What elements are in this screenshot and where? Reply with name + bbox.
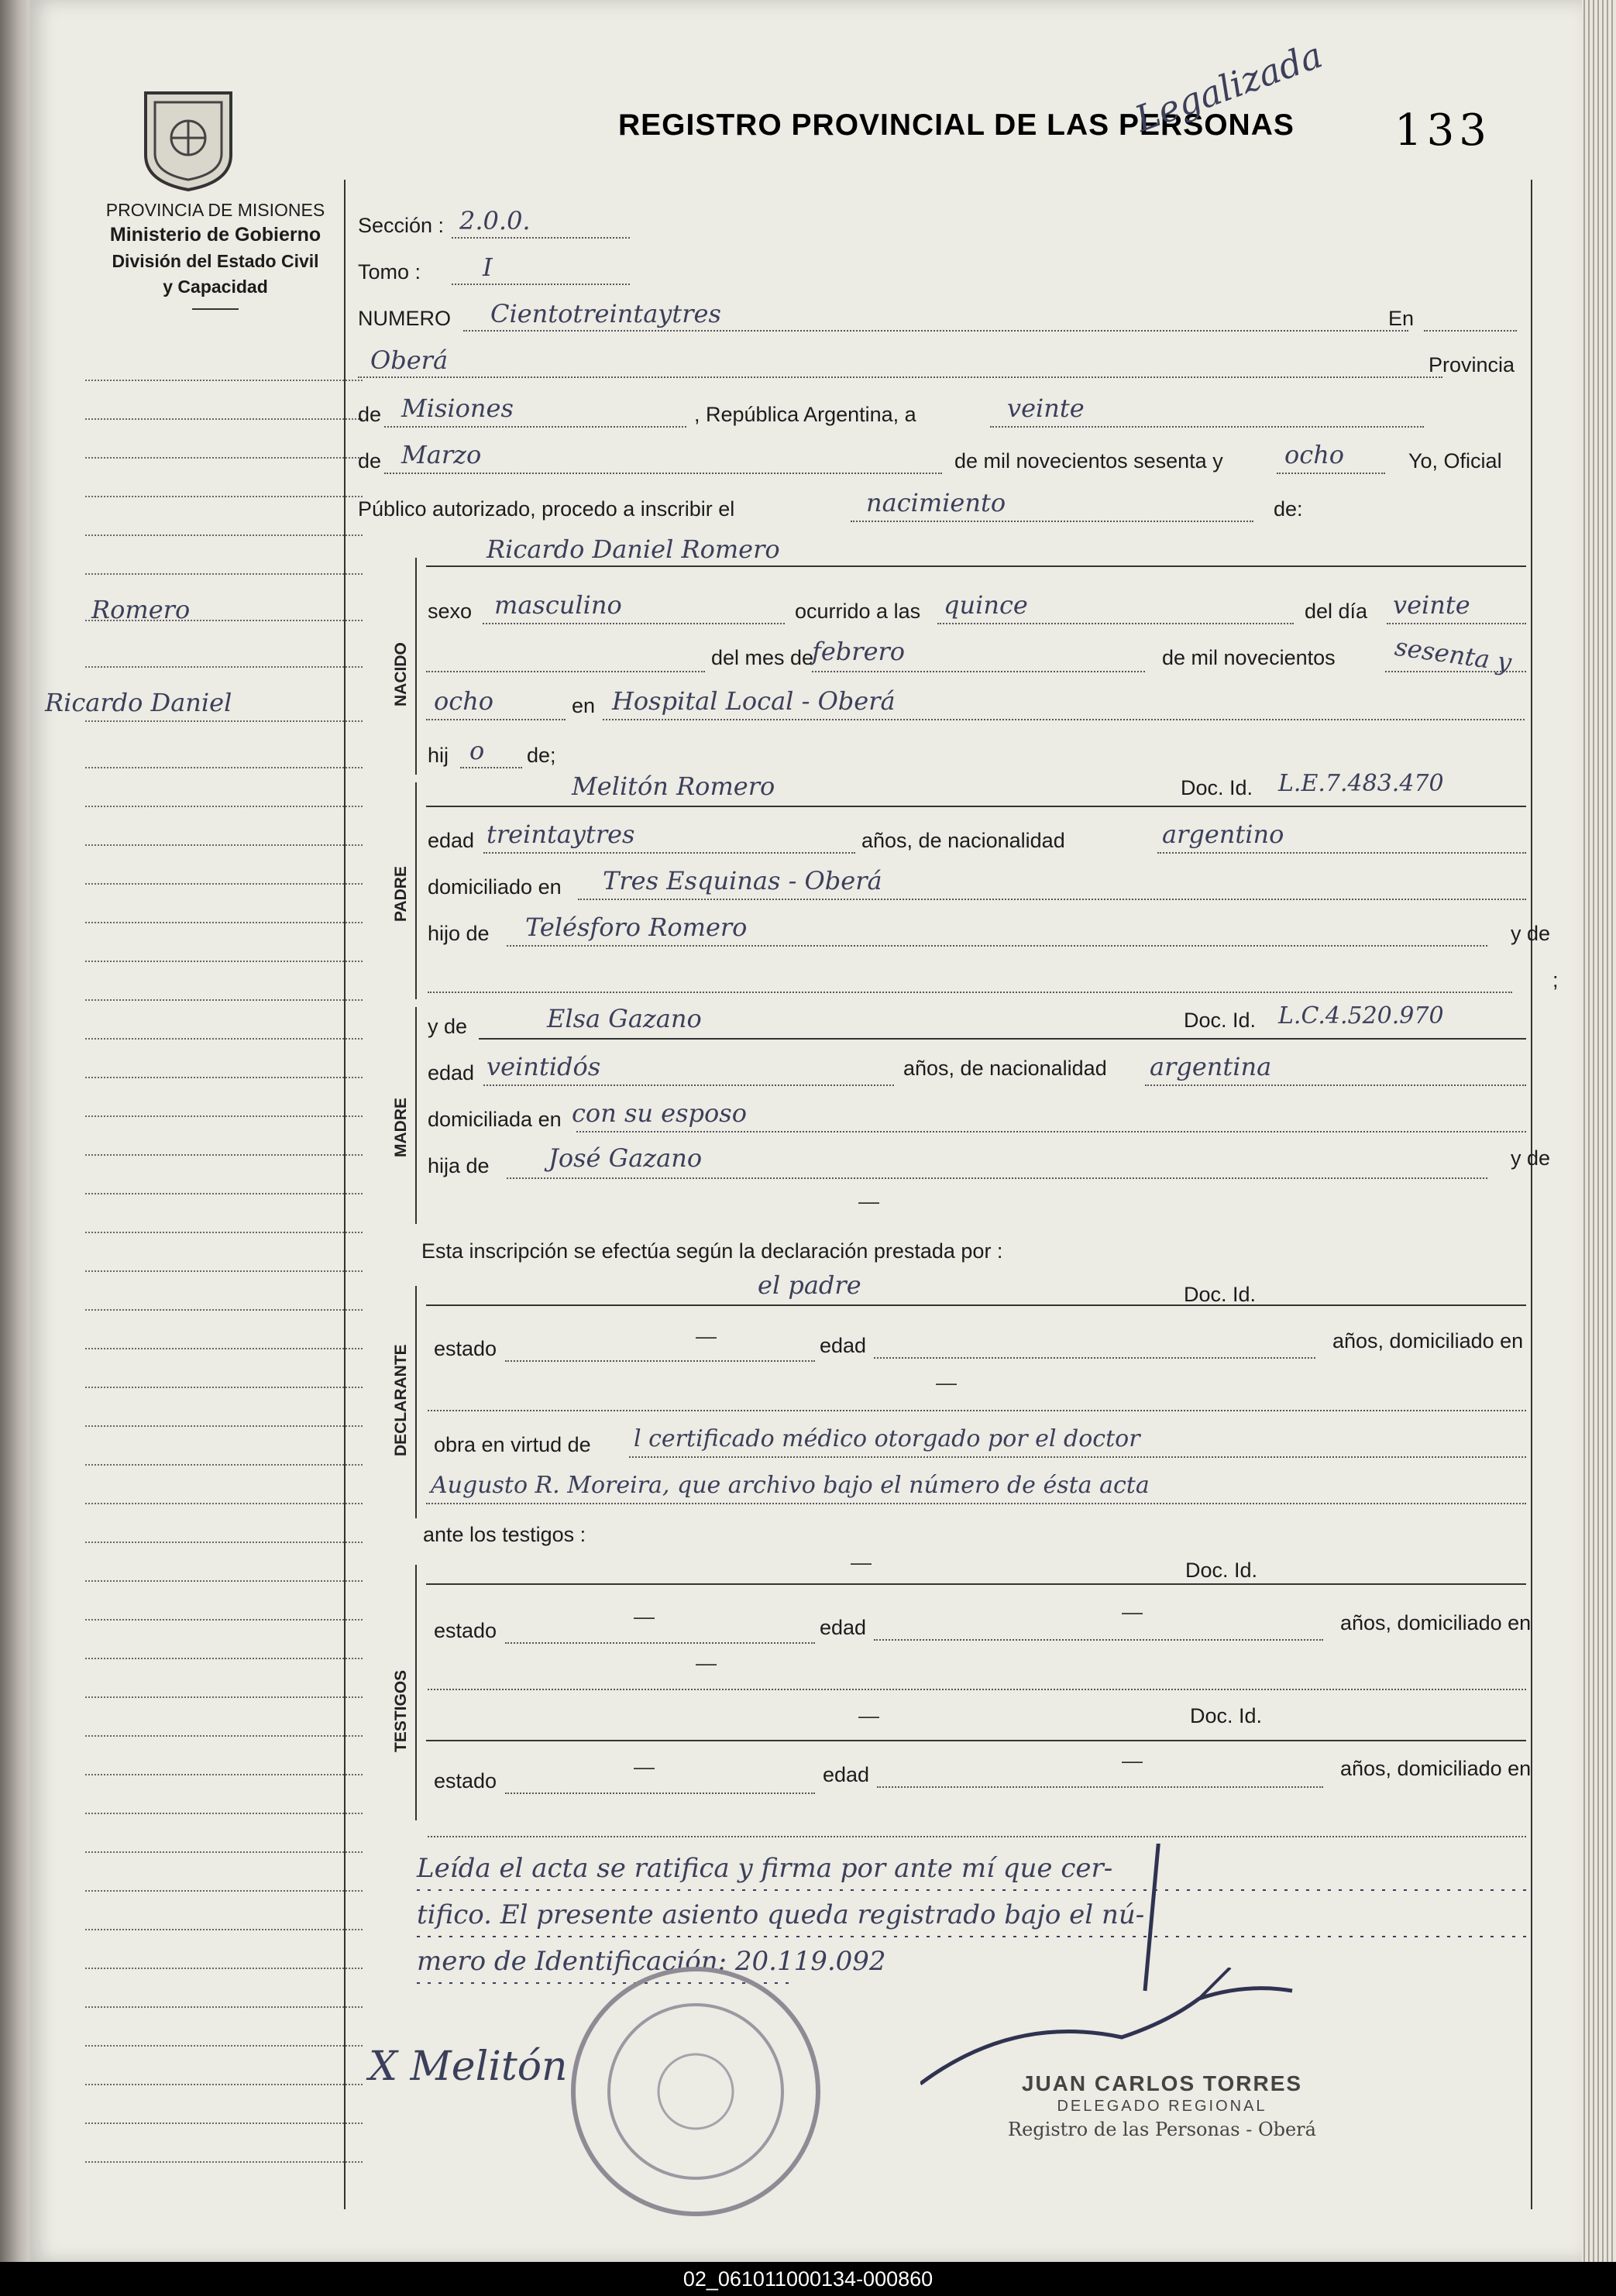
testigos-bracket bbox=[415, 1565, 417, 1820]
provincial-seal-icon bbox=[138, 85, 239, 194]
tomo-label: Tomo : bbox=[358, 260, 421, 284]
obra-value-2: Augusto R. Moreira, que archivo bajo el número de ésta acta bbox=[431, 1472, 1150, 1499]
madre-hija-label: hija de bbox=[428, 1154, 490, 1177]
margin-annotation: Legalizada bbox=[1129, 33, 1328, 140]
madre-nac-field bbox=[1145, 1084, 1526, 1086]
padre-doc-label: Doc. Id. bbox=[1181, 776, 1253, 799]
form-left-border bbox=[344, 180, 346, 2209]
official-title: DELEGADO REGIONAL bbox=[1057, 2098, 1267, 2115]
padre-edad-field bbox=[483, 852, 855, 854]
folio-number: 133 bbox=[1394, 105, 1491, 156]
register-page bbox=[29, 0, 1582, 2262]
testigo1-estado-dash: — bbox=[634, 1605, 655, 1628]
nacido-bracket bbox=[415, 558, 417, 775]
division-name: División del Estado Civil bbox=[112, 251, 319, 271]
madre-anos-label: años, de nacionalidad bbox=[903, 1057, 1107, 1080]
declarante-doc-label: Doc. Id. bbox=[1184, 1283, 1257, 1306]
madre-bracket bbox=[415, 1007, 417, 1224]
madre-side-label: MADRE bbox=[392, 1098, 410, 1157]
declarant-signature: X Melitón bbox=[369, 2043, 568, 2090]
padre-hijo-value: Telésforo Romero bbox=[525, 913, 748, 942]
declarante-dom-value: — bbox=[936, 1371, 957, 1394]
seccion-field bbox=[452, 237, 630, 239]
place-value: Oberá bbox=[370, 345, 449, 375]
provincia-label: Provincia bbox=[1429, 353, 1515, 376]
birth-month-value: febrero bbox=[812, 637, 906, 666]
numero-label: NUMERO bbox=[358, 307, 451, 330]
nacido-side-label: NACIDO bbox=[392, 642, 410, 706]
testigo2-edad-label: edad bbox=[823, 1763, 870, 1786]
testigo1-estado-label: estado bbox=[434, 1619, 497, 1642]
day-field bbox=[990, 426, 1424, 428]
birth-year2-value: ocho bbox=[434, 686, 494, 716]
closing-line-2: tifico. El presente asiento queda registrado bajo el nú- bbox=[417, 1899, 1145, 1930]
madre-doc-value: L.C.4.520.970 bbox=[1278, 1002, 1444, 1029]
hour-field bbox=[937, 623, 1294, 624]
republica-label: , República Argentina, a bbox=[694, 403, 916, 426]
padre-dom-value: Tres Esquinas - Oberá bbox=[603, 866, 882, 895]
testigo2-line bbox=[426, 1740, 1526, 1741]
sexo-field bbox=[483, 623, 785, 624]
madre-doc-label: Doc. Id. bbox=[1184, 1009, 1257, 1032]
birth-day-value: veinte bbox=[1393, 590, 1470, 620]
tomo-field bbox=[452, 284, 630, 285]
day-value: veinte bbox=[1007, 394, 1085, 423]
madre-dash: — bbox=[858, 1190, 879, 1213]
province-value: Misiones bbox=[401, 394, 514, 423]
declarante-estado-field bbox=[505, 1360, 815, 1362]
month-field bbox=[384, 473, 942, 474]
madre-dom-value: con su esposo bbox=[572, 1098, 747, 1128]
testigo1-estado-field bbox=[505, 1642, 815, 1644]
madre-edad-label: edad bbox=[428, 1061, 475, 1084]
year-field bbox=[1277, 473, 1385, 474]
birth-place-value: Hospital Local - Oberá bbox=[612, 686, 896, 716]
file-id-footer: 02_061011000134-000860 bbox=[0, 2262, 1616, 2296]
page-stack-edge bbox=[1580, 0, 1616, 2262]
madre-name-line bbox=[479, 1038, 1526, 1040]
division-name-cont: y Capacidad bbox=[163, 277, 268, 297]
testigo1-doc-label: Doc. Id. bbox=[1185, 1559, 1258, 1582]
obra-field-2 bbox=[426, 1503, 1526, 1504]
padre-nac-value: argentino bbox=[1162, 820, 1284, 849]
testigo2-doc-label: Doc. Id. bbox=[1190, 1704, 1263, 1727]
short-divider bbox=[192, 308, 239, 310]
birth-year-value: sesenta y bbox=[1393, 631, 1514, 678]
mes-pre-field bbox=[426, 671, 705, 672]
testigo2-anos-label: años, domiciliado en bbox=[1340, 1757, 1532, 1780]
testigo1-edad-label: edad bbox=[820, 1616, 867, 1639]
testigo1-anos-label: años, domiciliado en bbox=[1340, 1611, 1532, 1634]
declarante-line bbox=[426, 1304, 1526, 1306]
seccion-label: Sección : bbox=[358, 214, 445, 237]
nacido-name-value: Ricardo Daniel Romero bbox=[487, 534, 780, 564]
declarante-estado-value: — bbox=[696, 1325, 717, 1348]
declaracion-label: Esta inscripción se efectúa según la declaración prestada por : bbox=[421, 1239, 1003, 1263]
en-place-label: en bbox=[572, 694, 596, 717]
madre-yde2-label: y de bbox=[1511, 1146, 1551, 1170]
madre-hija-field bbox=[507, 1177, 1487, 1179]
en-label: En bbox=[1388, 307, 1415, 330]
testigo2-name-dash: — bbox=[858, 1704, 879, 1727]
padre-hijo-label: hijo de bbox=[428, 922, 490, 945]
madre-hija-value: José Gazano bbox=[548, 1143, 703, 1173]
mes-label: del mes de bbox=[711, 646, 814, 669]
madre-edad-value: veintidós bbox=[487, 1052, 601, 1081]
closing-line-3: mero de Identificación: 20.119.092 bbox=[417, 1946, 886, 1977]
official-seal-stamp bbox=[564, 1960, 827, 2223]
testigo1-edad-dash: — bbox=[1122, 1600, 1143, 1624]
padre-name-value: Melitón Romero bbox=[572, 772, 775, 801]
padre-bracket bbox=[415, 782, 417, 999]
numero-value: Cientotreintaytres bbox=[490, 299, 721, 328]
en-field bbox=[1424, 330, 1517, 332]
month-value: Marzo bbox=[401, 440, 482, 469]
hijo-suffix-value: o bbox=[469, 736, 485, 765]
declarante-bracket bbox=[415, 1286, 417, 1518]
birth-day-field bbox=[1387, 623, 1526, 624]
declarante-dom-field bbox=[428, 1410, 1526, 1411]
declarante-value: el padre bbox=[758, 1270, 861, 1300]
padre-dom-field bbox=[578, 899, 1526, 900]
province-name: PROVINCIA DE MISIONES bbox=[105, 200, 325, 220]
obra-label: obra en virtud de bbox=[434, 1433, 591, 1456]
birth-year2-field bbox=[426, 719, 566, 720]
padre-nac-field bbox=[1157, 852, 1526, 854]
de-label: de bbox=[358, 403, 382, 426]
closing-line-1: Leída el acta se ratifica y firma por ante mí que cer- bbox=[417, 1853, 1113, 1884]
birth-month-field bbox=[812, 671, 1145, 672]
yo-label: Yo, Oficial bbox=[1408, 449, 1502, 473]
tomo-value: I bbox=[483, 253, 493, 282]
official-office: Registro de las Personas - Oberá bbox=[1008, 2119, 1316, 2140]
testigo2-estado-field bbox=[505, 1792, 815, 1794]
testigo2-dom-field bbox=[428, 1836, 1526, 1837]
madre-edad-field bbox=[483, 1084, 894, 1086]
padre-yde-field bbox=[428, 992, 1512, 993]
testigos-side-label: TESTIGOS bbox=[392, 1669, 410, 1752]
padre-yde-label: y de bbox=[1511, 922, 1551, 945]
issuing-authority-block bbox=[53, 200, 378, 310]
testigo1-name-dash: — bbox=[851, 1551, 872, 1574]
madre-name-value: Elsa Gazano bbox=[547, 1004, 702, 1033]
padre-doc-value: L.E.7.483.470 bbox=[1278, 770, 1444, 797]
official-name: JUAN CARLOS TORRES bbox=[1021, 2071, 1303, 2095]
declarante-estado-label: estado bbox=[434, 1337, 497, 1360]
margin-surname: Romero bbox=[91, 595, 191, 624]
madre-yde-label: y de bbox=[428, 1015, 468, 1038]
ocurrido-label: ocurrido a las bbox=[795, 600, 921, 623]
numero-field bbox=[463, 330, 1408, 332]
hijo-label: hij bbox=[428, 744, 449, 767]
obra-value: l certificado médico otorgado por el doctor bbox=[634, 1425, 1140, 1452]
birth-place-field bbox=[603, 719, 1525, 720]
hijo-suffix-field bbox=[460, 767, 522, 768]
madre-dom-label: domiciliada en bbox=[428, 1108, 562, 1131]
sexo-value: masculino bbox=[494, 590, 622, 620]
padre-name-line bbox=[426, 806, 1526, 807]
sexo-label: sexo bbox=[428, 600, 473, 623]
testigo1-line bbox=[426, 1583, 1526, 1585]
testigos-intro-label: ante los testigos : bbox=[423, 1523, 586, 1546]
padre-side-label: PADRE bbox=[392, 866, 410, 922]
seccion-value: 2.0.0. bbox=[459, 206, 531, 235]
testigo1-dom-dash: — bbox=[696, 1652, 717, 1675]
de2-label: de: bbox=[1274, 497, 1303, 521]
margin-given-names: Ricardo Daniel bbox=[45, 688, 232, 717]
act-value: nacimiento bbox=[866, 488, 1006, 517]
padre-semicolon: ; bbox=[1552, 968, 1559, 992]
testigo2-estado-dash: — bbox=[634, 1755, 655, 1779]
padre-anos-label: años, de nacionalidad bbox=[861, 829, 1065, 852]
book-spine bbox=[0, 0, 31, 2262]
publico-label: Público autorizado, procedo a inscribir el bbox=[358, 497, 735, 521]
hour-value: quince bbox=[944, 590, 1028, 620]
mil-label: de mil novecientos sesenta y bbox=[954, 449, 1223, 473]
page-title: REGISTRO PROVINCIAL DE LAS PERSONAS bbox=[618, 108, 1295, 142]
padre-hijo-field bbox=[507, 945, 1487, 947]
year-value: ocho bbox=[1284, 440, 1345, 469]
mil-novecientos-label: de mil novecientos bbox=[1162, 646, 1336, 669]
declarante-side-label: DECLARANTE bbox=[392, 1344, 410, 1456]
madre-dom-field bbox=[576, 1131, 1526, 1133]
declarante-edad-label: edad bbox=[820, 1334, 867, 1357]
testigo1-edad-field bbox=[874, 1639, 1323, 1641]
nacido-name-line bbox=[426, 565, 1526, 567]
obra-field bbox=[629, 1456, 1526, 1458]
padre-edad-value: treintaytres bbox=[487, 820, 635, 849]
hijo-de-label: de; bbox=[527, 744, 556, 767]
testigo2-edad-field bbox=[877, 1786, 1323, 1788]
padre-edad-label: edad bbox=[428, 829, 475, 852]
de-month-label: de bbox=[358, 449, 382, 473]
declarante-edad-field bbox=[874, 1357, 1315, 1359]
testigo2-estado-label: estado bbox=[434, 1769, 497, 1792]
testigo2-edad-dash: — bbox=[1122, 1749, 1143, 1772]
act-field bbox=[851, 521, 1253, 522]
declarante-anos-label: años, domiciliado en bbox=[1332, 1329, 1524, 1353]
del-dia-label: del día bbox=[1305, 600, 1368, 623]
place-field bbox=[358, 376, 1442, 378]
ministry-name: Ministerio de Gobierno bbox=[109, 224, 321, 246]
province-field bbox=[384, 426, 686, 428]
madre-nac-value: argentina bbox=[1150, 1052, 1272, 1081]
testigo1-dom-field bbox=[428, 1689, 1526, 1690]
official-block bbox=[984, 2071, 1340, 2140]
padre-dom-label: domiciliado en bbox=[428, 875, 562, 899]
